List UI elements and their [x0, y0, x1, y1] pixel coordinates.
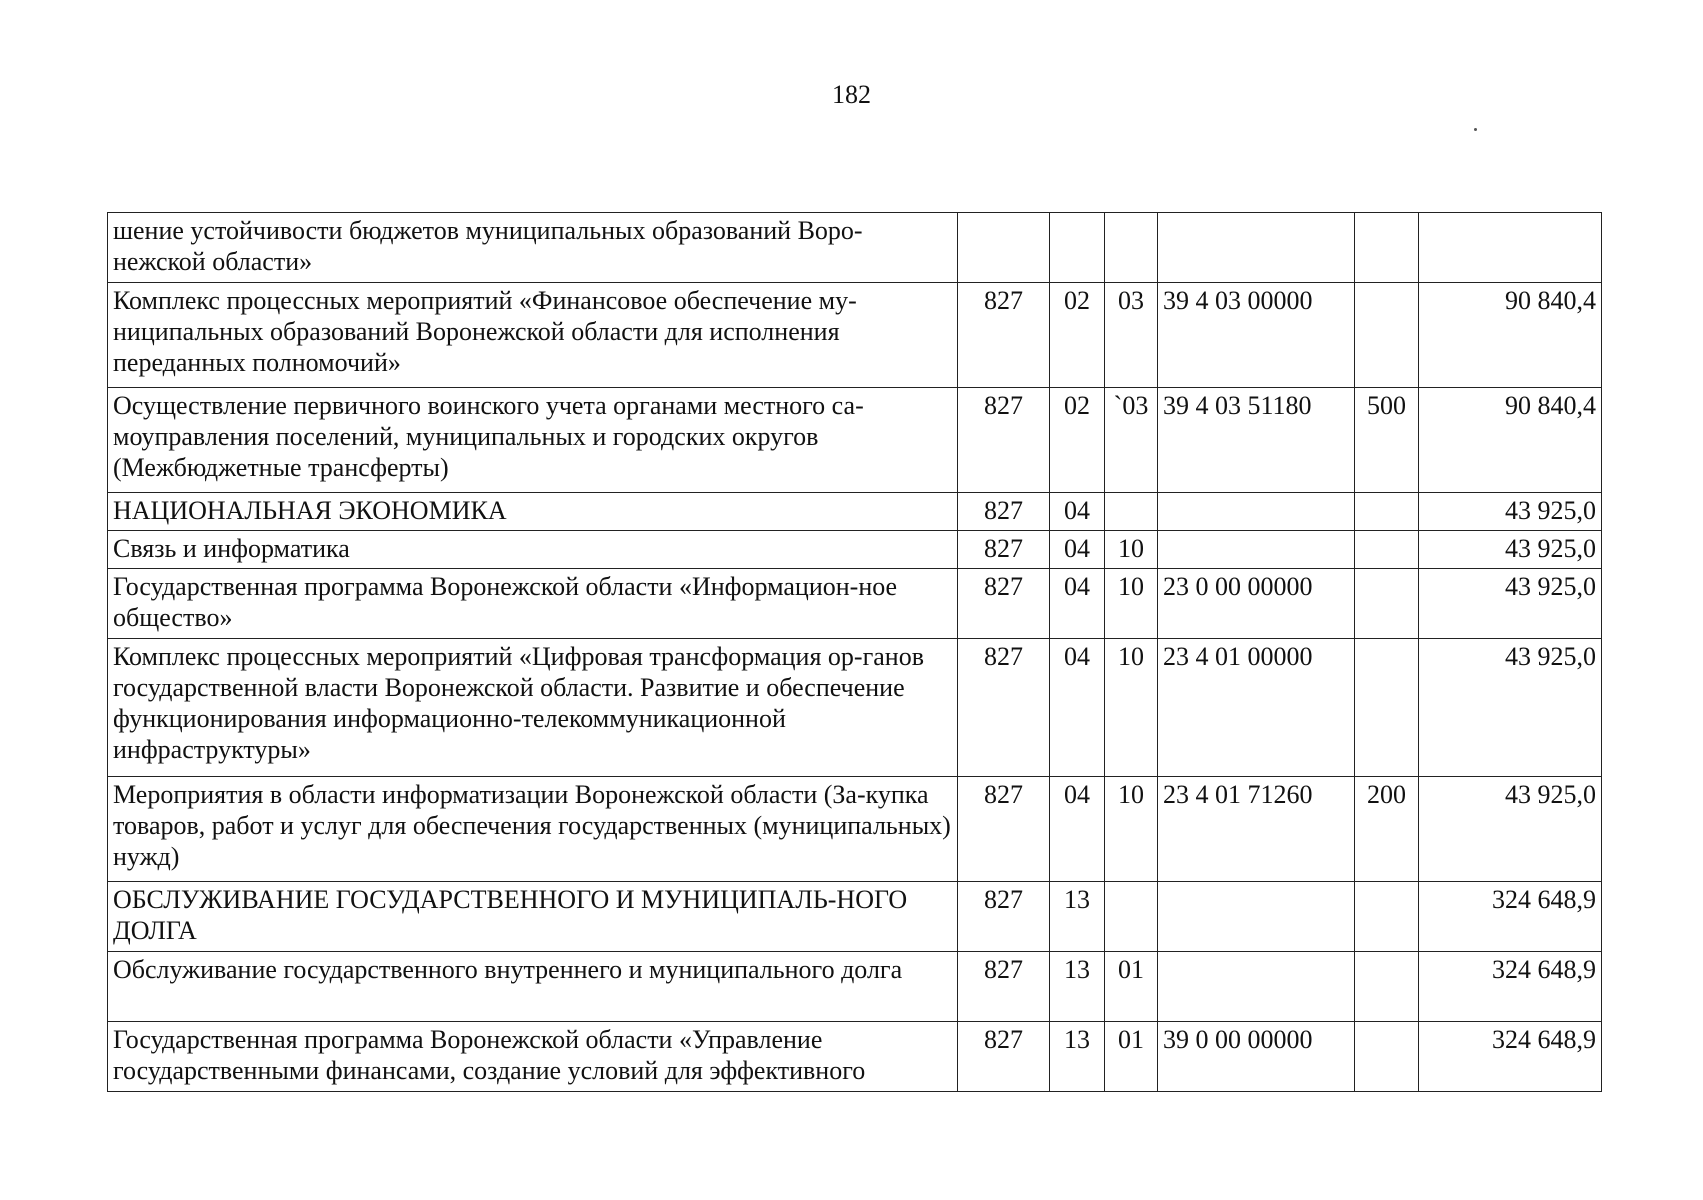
expense-type-cell [1355, 569, 1419, 639]
expense-type-cell [1355, 531, 1419, 569]
row-name-cell: Связь и информатика [108, 531, 958, 569]
row-name-cell: Осуществление первичного воинского учета органами местного са-моуправления поселений, муниципальных и городских округов (Межбюджетные трансферты) [108, 388, 958, 493]
grbs-cell: 827 [958, 569, 1050, 639]
row-name-cell: Государственная программа Воронежской области «Информацион-ное общество» [108, 569, 958, 639]
grbs-cell: 827 [958, 531, 1050, 569]
row-name-cell: Обслуживание государственного внутреннего и муниципального долга [108, 952, 958, 1022]
expense-type-cell [1355, 639, 1419, 777]
page-number: 182 [832, 80, 871, 109]
section-cell: 04 [1050, 493, 1105, 531]
subsection-cell: 10 [1105, 639, 1158, 777]
table-body [108, 213, 1602, 1092]
row-name-cell: НАЦИОНАЛЬНАЯ ЭКОНОМИКА [108, 493, 958, 531]
amount-cell: 324 648,9 [1419, 952, 1602, 1022]
target-article-cell [1158, 493, 1355, 531]
section-cell: 04 [1050, 639, 1105, 777]
amount-cell: 43 925,0 [1419, 493, 1602, 531]
amount-cell [1419, 213, 1602, 283]
table-row [108, 882, 1602, 952]
expense-type-cell [1355, 952, 1419, 1022]
amount-cell: 43 925,0 [1419, 569, 1602, 639]
target-article-cell: 23 4 01 00000 [1158, 639, 1355, 777]
expense-type-cell [1355, 283, 1419, 388]
target-article-cell [1158, 213, 1355, 283]
grbs-cell: 827 [958, 388, 1050, 493]
subsection-cell: 10 [1105, 531, 1158, 569]
section-cell [1050, 213, 1105, 283]
expense-type-cell [1355, 493, 1419, 531]
row-name-cell: Мероприятия в области информатизации Воронежской области (За-купка товаров, работ и услуг для обеспечения государственных (муниципальных) нужд) [108, 777, 958, 882]
target-article-cell [1158, 882, 1355, 952]
subsection-cell: 10 [1105, 777, 1158, 882]
section-cell: 13 [1050, 952, 1105, 1022]
subsection-cell [1105, 882, 1158, 952]
row-name-cell: ОБСЛУЖИВАНИЕ ГОСУДАРСТВЕННОГО И МУНИЦИПАЛЬ-НОГО ДОЛГА [108, 882, 958, 952]
subsection-cell [1105, 213, 1158, 283]
budget-table [107, 212, 1602, 1092]
subsection-cell [1105, 493, 1158, 531]
expense-type-cell [1355, 213, 1419, 283]
section-cell: 02 [1050, 283, 1105, 388]
table-row [108, 777, 1602, 882]
grbs-cell: 827 [958, 1022, 1050, 1092]
target-article-cell: 23 4 01 71260 [1158, 777, 1355, 882]
target-article-cell: 23 0 00 00000 [1158, 569, 1355, 639]
grbs-cell: 827 [958, 882, 1050, 952]
expense-type-cell [1355, 882, 1419, 952]
subsection-cell: 10 [1105, 569, 1158, 639]
table-row [108, 531, 1602, 569]
amount-cell: 324 648,9 [1419, 882, 1602, 952]
row-name-cell: Комплекс процессных мероприятий «Финансовое обеспечение му-ниципальных образований Воронежской области для исполнения переданных полномочий» [108, 283, 958, 388]
section-cell: 02 [1050, 388, 1105, 493]
expense-type-cell [1355, 1022, 1419, 1092]
scan-speck [1474, 128, 1477, 131]
row-name-cell: Государственная программа Воронежской области «Управление государственными финансами, создание условий для эффективного [108, 1022, 958, 1092]
target-article-cell: 39 0 00 00000 [1158, 1022, 1355, 1092]
grbs-cell: 827 [958, 777, 1050, 882]
table-row [108, 283, 1602, 388]
table-row [108, 493, 1602, 531]
amount-cell: 90 840,4 [1419, 388, 1602, 493]
subsection-cell: 01 [1105, 952, 1158, 1022]
row-name-cell: шение устойчивости бюджетов муниципальных образований Воро-нежской области» [108, 213, 958, 283]
table-row [108, 952, 1602, 1022]
table-row [108, 213, 1602, 283]
table-row [108, 569, 1602, 639]
section-cell: 04 [1050, 777, 1105, 882]
grbs-cell [958, 213, 1050, 283]
amount-cell: 43 925,0 [1419, 777, 1602, 882]
table-row [108, 639, 1602, 777]
amount-cell: 43 925,0 [1419, 639, 1602, 777]
amount-cell: 90 840,4 [1419, 283, 1602, 388]
amount-cell: 324 648,9 [1419, 1022, 1602, 1092]
subsection-cell: `03 [1105, 388, 1158, 493]
section-cell: 04 [1050, 531, 1105, 569]
target-article-cell [1158, 531, 1355, 569]
grbs-cell: 827 [958, 952, 1050, 1022]
section-cell: 04 [1050, 569, 1105, 639]
amount-cell: 43 925,0 [1419, 531, 1602, 569]
target-article-cell [1158, 952, 1355, 1022]
target-article-cell: 39 4 03 51180 [1158, 388, 1355, 493]
grbs-cell: 827 [958, 283, 1050, 388]
expense-type-cell: 200 [1355, 777, 1419, 882]
target-article-cell: 39 4 03 00000 [1158, 283, 1355, 388]
grbs-cell: 827 [958, 493, 1050, 531]
table-row [108, 388, 1602, 493]
section-cell: 13 [1050, 1022, 1105, 1092]
subsection-cell: 01 [1105, 1022, 1158, 1092]
subsection-cell: 03 [1105, 283, 1158, 388]
table-row [108, 1022, 1602, 1092]
grbs-cell: 827 [958, 639, 1050, 777]
section-cell: 13 [1050, 882, 1105, 952]
expense-type-cell: 500 [1355, 388, 1419, 493]
row-name-cell: Комплекс процессных мероприятий «Цифровая трансформация ор-ганов государственной власти Воронежской области. Развитие и обеспечение функционирования информационно-телекоммуникационной инфраструктуры» [108, 639, 958, 777]
